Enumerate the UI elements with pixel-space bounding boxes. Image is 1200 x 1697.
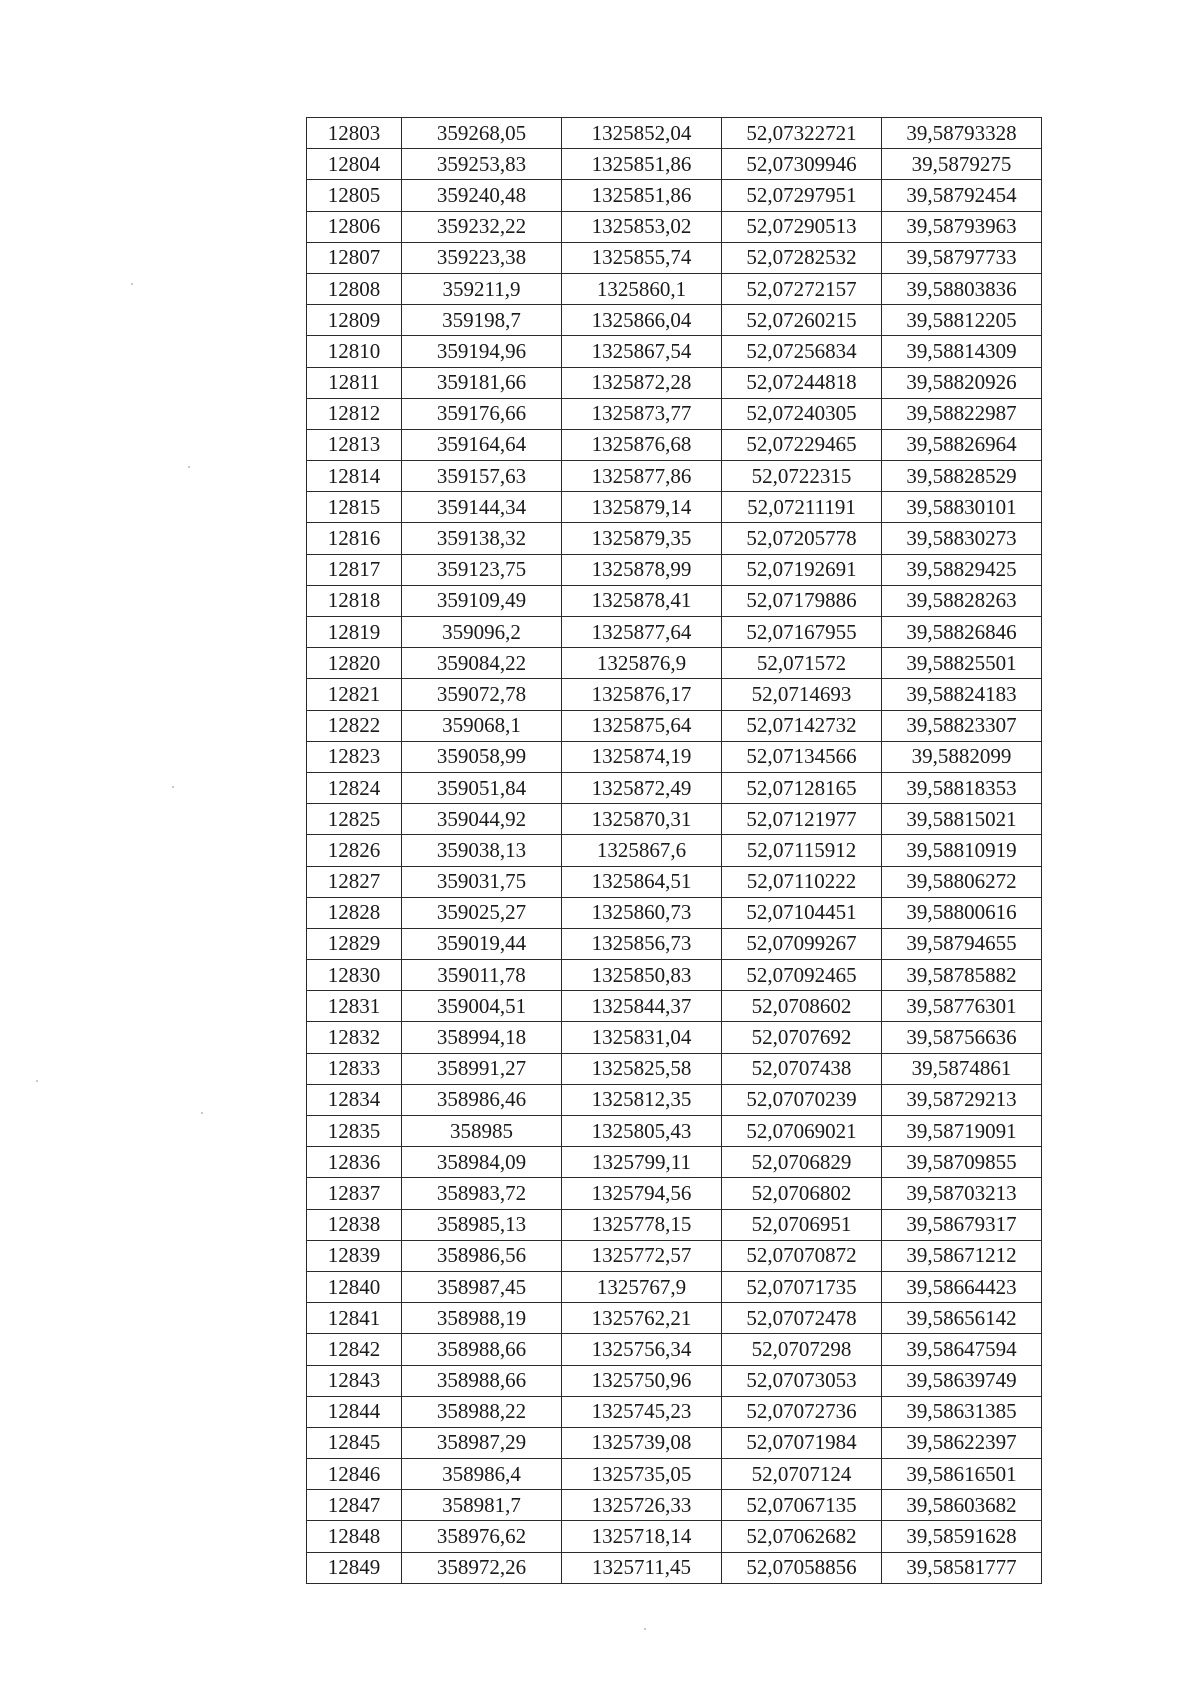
point-number-cell: 12843 bbox=[307, 1365, 402, 1396]
latitude-cell: 52,07240305 bbox=[722, 398, 882, 429]
latitude-cell: 52,07229465 bbox=[722, 429, 882, 460]
point-number-cell: 12803 bbox=[307, 118, 402, 149]
table-row bbox=[307, 928, 1042, 959]
table-row bbox=[307, 429, 1042, 460]
point-number-cell: 12842 bbox=[307, 1334, 402, 1365]
point-number-cell: 12840 bbox=[307, 1271, 402, 1302]
y-coordinate-cell: 1325778,15 bbox=[562, 1209, 722, 1240]
y-coordinate-cell: 1325772,57 bbox=[562, 1240, 722, 1271]
coordinates-table bbox=[306, 117, 1042, 1584]
x-coordinate-cell: 359044,92 bbox=[402, 804, 562, 835]
point-number-cell: 12826 bbox=[307, 835, 402, 866]
latitude-cell: 52,07071984 bbox=[722, 1427, 882, 1458]
table-row bbox=[307, 367, 1042, 398]
latitude-cell: 52,07062682 bbox=[722, 1521, 882, 1552]
point-number-cell: 12832 bbox=[307, 1022, 402, 1053]
table-row bbox=[307, 1271, 1042, 1302]
latitude-cell: 52,07104451 bbox=[722, 897, 882, 928]
latitude-cell: 52,07134566 bbox=[722, 741, 882, 772]
point-number-cell: 12849 bbox=[307, 1552, 402, 1583]
latitude-cell: 52,07128165 bbox=[722, 772, 882, 803]
table-row bbox=[307, 305, 1042, 336]
table-row bbox=[307, 273, 1042, 304]
y-coordinate-cell: 1325860,1 bbox=[562, 273, 722, 304]
y-coordinate-cell: 1325850,83 bbox=[562, 960, 722, 991]
latitude-cell: 52,0708602 bbox=[722, 991, 882, 1022]
longitude-cell: 39,58828529 bbox=[882, 461, 1042, 492]
x-coordinate-cell: 359072,78 bbox=[402, 679, 562, 710]
x-coordinate-cell: 358988,66 bbox=[402, 1365, 562, 1396]
x-coordinate-cell: 358987,29 bbox=[402, 1427, 562, 1458]
point-number-cell: 12821 bbox=[307, 679, 402, 710]
point-number-cell: 12822 bbox=[307, 710, 402, 741]
table-row bbox=[307, 1334, 1042, 1365]
y-coordinate-cell: 1325726,33 bbox=[562, 1490, 722, 1521]
x-coordinate-cell: 359144,34 bbox=[402, 492, 562, 523]
x-coordinate-cell: 358972,26 bbox=[402, 1552, 562, 1583]
y-coordinate-cell: 1325718,14 bbox=[562, 1521, 722, 1552]
x-coordinate-cell: 359123,75 bbox=[402, 554, 562, 585]
x-coordinate-cell: 359019,44 bbox=[402, 928, 562, 959]
latitude-cell: 52,07282532 bbox=[722, 242, 882, 273]
x-coordinate-cell: 358985 bbox=[402, 1116, 562, 1147]
x-coordinate-cell: 359240,48 bbox=[402, 180, 562, 211]
y-coordinate-cell: 1325867,6 bbox=[562, 835, 722, 866]
x-coordinate-cell: 359058,99 bbox=[402, 741, 562, 772]
table-row bbox=[307, 336, 1042, 367]
latitude-cell: 52,0707124 bbox=[722, 1459, 882, 1490]
table-row bbox=[307, 648, 1042, 679]
longitude-cell: 39,58829425 bbox=[882, 554, 1042, 585]
point-number-cell: 12828 bbox=[307, 897, 402, 928]
x-coordinate-cell: 359223,38 bbox=[402, 242, 562, 273]
latitude-cell: 52,0707438 bbox=[722, 1053, 882, 1084]
point-number-cell: 12848 bbox=[307, 1521, 402, 1552]
y-coordinate-cell: 1325855,74 bbox=[562, 242, 722, 273]
y-coordinate-cell: 1325864,51 bbox=[562, 866, 722, 897]
y-coordinate-cell: 1325831,04 bbox=[562, 1022, 722, 1053]
point-number-cell: 12845 bbox=[307, 1427, 402, 1458]
latitude-cell: 52,07142732 bbox=[722, 710, 882, 741]
latitude-cell: 52,0707298 bbox=[722, 1334, 882, 1365]
longitude-cell: 39,58679317 bbox=[882, 1209, 1042, 1240]
x-coordinate-cell: 359211,9 bbox=[402, 273, 562, 304]
y-coordinate-cell: 1325866,04 bbox=[562, 305, 722, 336]
point-number-cell: 12837 bbox=[307, 1178, 402, 1209]
point-number-cell: 12839 bbox=[307, 1240, 402, 1271]
y-coordinate-cell: 1325878,41 bbox=[562, 585, 722, 616]
latitude-cell: 52,07272157 bbox=[722, 273, 882, 304]
y-coordinate-cell: 1325876,68 bbox=[562, 429, 722, 460]
table-row bbox=[307, 1147, 1042, 1178]
x-coordinate-cell: 358983,72 bbox=[402, 1178, 562, 1209]
x-coordinate-cell: 359194,96 bbox=[402, 336, 562, 367]
latitude-cell: 52,07256834 bbox=[722, 336, 882, 367]
longitude-cell: 39,58793963 bbox=[882, 211, 1042, 242]
latitude-cell: 52,07290513 bbox=[722, 211, 882, 242]
x-coordinate-cell: 359181,66 bbox=[402, 367, 562, 398]
table-row bbox=[307, 585, 1042, 616]
longitude-cell: 39,58719091 bbox=[882, 1116, 1042, 1147]
table-row bbox=[307, 461, 1042, 492]
x-coordinate-cell: 359164,64 bbox=[402, 429, 562, 460]
latitude-cell: 52,07322721 bbox=[722, 118, 882, 149]
table-row bbox=[307, 741, 1042, 772]
table-row bbox=[307, 866, 1042, 897]
table-row bbox=[307, 897, 1042, 928]
y-coordinate-cell: 1325825,58 bbox=[562, 1053, 722, 1084]
latitude-cell: 52,07205778 bbox=[722, 523, 882, 554]
longitude-cell: 39,58820926 bbox=[882, 367, 1042, 398]
x-coordinate-cell: 358986,4 bbox=[402, 1459, 562, 1490]
document-page bbox=[306, 117, 1041, 1584]
y-coordinate-cell: 1325879,35 bbox=[562, 523, 722, 554]
longitude-cell: 39,58803836 bbox=[882, 273, 1042, 304]
longitude-cell: 39,58825501 bbox=[882, 648, 1042, 679]
point-number-cell: 12805 bbox=[307, 180, 402, 211]
latitude-cell: 52,07110222 bbox=[722, 866, 882, 897]
latitude-cell: 52,071572 bbox=[722, 648, 882, 679]
point-number-cell: 12820 bbox=[307, 648, 402, 679]
y-coordinate-cell: 1325851,86 bbox=[562, 180, 722, 211]
y-coordinate-cell: 1325872,49 bbox=[562, 772, 722, 803]
longitude-cell: 39,58815021 bbox=[882, 804, 1042, 835]
table-row bbox=[307, 835, 1042, 866]
longitude-cell: 39,58826846 bbox=[882, 617, 1042, 648]
y-coordinate-cell: 1325876,9 bbox=[562, 648, 722, 679]
x-coordinate-cell: 358985,13 bbox=[402, 1209, 562, 1240]
y-coordinate-cell: 1325750,96 bbox=[562, 1365, 722, 1396]
longitude-cell: 39,58709855 bbox=[882, 1147, 1042, 1178]
x-coordinate-cell: 359157,63 bbox=[402, 461, 562, 492]
table-row bbox=[307, 1303, 1042, 1334]
longitude-cell: 39,58794655 bbox=[882, 928, 1042, 959]
y-coordinate-cell: 1325812,35 bbox=[562, 1084, 722, 1115]
table-row bbox=[307, 804, 1042, 835]
latitude-cell: 52,07070872 bbox=[722, 1240, 882, 1271]
y-coordinate-cell: 1325878,99 bbox=[562, 554, 722, 585]
table-row bbox=[307, 991, 1042, 1022]
longitude-cell: 39,58824183 bbox=[882, 679, 1042, 710]
latitude-cell: 52,07067135 bbox=[722, 1490, 882, 1521]
longitude-cell: 39,58822987 bbox=[882, 398, 1042, 429]
longitude-cell: 39,5874861 bbox=[882, 1053, 1042, 1084]
longitude-cell: 39,58622397 bbox=[882, 1427, 1042, 1458]
point-number-cell: 12833 bbox=[307, 1053, 402, 1084]
latitude-cell: 52,07070239 bbox=[722, 1084, 882, 1115]
point-number-cell: 12804 bbox=[307, 149, 402, 180]
x-coordinate-cell: 358976,62 bbox=[402, 1521, 562, 1552]
table-row bbox=[307, 1084, 1042, 1115]
longitude-cell: 39,58729213 bbox=[882, 1084, 1042, 1115]
table-row bbox=[307, 1490, 1042, 1521]
latitude-cell: 52,07069021 bbox=[722, 1116, 882, 1147]
longitude-cell: 39,58639749 bbox=[882, 1365, 1042, 1396]
y-coordinate-cell: 1325851,86 bbox=[562, 149, 722, 180]
longitude-cell: 39,58785882 bbox=[882, 960, 1042, 991]
y-coordinate-cell: 1325852,04 bbox=[562, 118, 722, 149]
x-coordinate-cell: 358988,66 bbox=[402, 1334, 562, 1365]
x-coordinate-cell: 358987,45 bbox=[402, 1271, 562, 1302]
x-coordinate-cell: 359084,22 bbox=[402, 648, 562, 679]
latitude-cell: 52,07211191 bbox=[722, 492, 882, 523]
table-row bbox=[307, 1053, 1042, 1084]
x-coordinate-cell: 359232,22 bbox=[402, 211, 562, 242]
y-coordinate-cell: 1325877,64 bbox=[562, 617, 722, 648]
longitude-cell: 39,58828263 bbox=[882, 585, 1042, 616]
point-number-cell: 12831 bbox=[307, 991, 402, 1022]
point-number-cell: 12846 bbox=[307, 1459, 402, 1490]
y-coordinate-cell: 1325867,54 bbox=[562, 336, 722, 367]
latitude-cell: 52,07072478 bbox=[722, 1303, 882, 1334]
latitude-cell: 52,0706802 bbox=[722, 1178, 882, 1209]
table-row bbox=[307, 242, 1042, 273]
latitude-cell: 52,07309946 bbox=[722, 149, 882, 180]
latitude-cell: 52,07179886 bbox=[722, 585, 882, 616]
longitude-cell: 39,58647594 bbox=[882, 1334, 1042, 1365]
latitude-cell: 52,07071735 bbox=[722, 1271, 882, 1302]
longitude-cell: 39,58830101 bbox=[882, 492, 1042, 523]
table-row bbox=[307, 617, 1042, 648]
point-number-cell: 12819 bbox=[307, 617, 402, 648]
table-row bbox=[307, 1552, 1042, 1583]
x-coordinate-cell: 359096,2 bbox=[402, 617, 562, 648]
latitude-cell: 52,07260215 bbox=[722, 305, 882, 336]
latitude-cell: 52,0706951 bbox=[722, 1209, 882, 1240]
table-row bbox=[307, 523, 1042, 554]
longitude-cell: 39,58793328 bbox=[882, 118, 1042, 149]
y-coordinate-cell: 1325870,31 bbox=[562, 804, 722, 835]
x-coordinate-cell: 359068,1 bbox=[402, 710, 562, 741]
longitude-cell: 39,58823307 bbox=[882, 710, 1042, 741]
x-coordinate-cell: 358988,22 bbox=[402, 1396, 562, 1427]
latitude-cell: 52,07092465 bbox=[722, 960, 882, 991]
latitude-cell: 52,07058856 bbox=[722, 1552, 882, 1583]
point-number-cell: 12810 bbox=[307, 336, 402, 367]
longitude-cell: 39,58800616 bbox=[882, 897, 1042, 928]
latitude-cell: 52,07192691 bbox=[722, 554, 882, 585]
x-coordinate-cell: 358994,18 bbox=[402, 1022, 562, 1053]
latitude-cell: 52,0722315 bbox=[722, 461, 882, 492]
point-number-cell: 12824 bbox=[307, 772, 402, 803]
y-coordinate-cell: 1325860,73 bbox=[562, 897, 722, 928]
longitude-cell: 39,58581777 bbox=[882, 1552, 1042, 1583]
x-coordinate-cell: 358991,27 bbox=[402, 1053, 562, 1084]
table-row bbox=[307, 1178, 1042, 1209]
y-coordinate-cell: 1325739,08 bbox=[562, 1427, 722, 1458]
table-row bbox=[307, 1209, 1042, 1240]
point-number-cell: 12816 bbox=[307, 523, 402, 554]
x-coordinate-cell: 358988,19 bbox=[402, 1303, 562, 1334]
table-row bbox=[307, 492, 1042, 523]
longitude-cell: 39,58603682 bbox=[882, 1490, 1042, 1521]
table-row bbox=[307, 1022, 1042, 1053]
longitude-cell: 39,58814309 bbox=[882, 336, 1042, 367]
x-coordinate-cell: 358981,7 bbox=[402, 1490, 562, 1521]
table-row bbox=[307, 211, 1042, 242]
table-row bbox=[307, 554, 1042, 585]
longitude-cell: 39,58792454 bbox=[882, 180, 1042, 211]
x-coordinate-cell: 359051,84 bbox=[402, 772, 562, 803]
table-row bbox=[307, 710, 1042, 741]
table-row bbox=[307, 1240, 1042, 1271]
table-row bbox=[307, 1427, 1042, 1458]
table-row bbox=[307, 1396, 1042, 1427]
latitude-cell: 52,07167955 bbox=[722, 617, 882, 648]
longitude-cell: 39,5879275 bbox=[882, 149, 1042, 180]
point-number-cell: 12812 bbox=[307, 398, 402, 429]
point-number-cell: 12815 bbox=[307, 492, 402, 523]
point-number-cell: 12818 bbox=[307, 585, 402, 616]
table-row bbox=[307, 1116, 1042, 1147]
longitude-cell: 39,58797733 bbox=[882, 242, 1042, 273]
x-coordinate-cell: 359138,32 bbox=[402, 523, 562, 554]
y-coordinate-cell: 1325879,14 bbox=[562, 492, 722, 523]
point-number-cell: 12817 bbox=[307, 554, 402, 585]
latitude-cell: 52,07099267 bbox=[722, 928, 882, 959]
point-number-cell: 12838 bbox=[307, 1209, 402, 1240]
latitude-cell: 52,07115912 bbox=[722, 835, 882, 866]
y-coordinate-cell: 1325853,02 bbox=[562, 211, 722, 242]
y-coordinate-cell: 1325767,9 bbox=[562, 1271, 722, 1302]
latitude-cell: 52,07073053 bbox=[722, 1365, 882, 1396]
y-coordinate-cell: 1325745,23 bbox=[562, 1396, 722, 1427]
table-row bbox=[307, 180, 1042, 211]
y-coordinate-cell: 1325711,45 bbox=[562, 1552, 722, 1583]
y-coordinate-cell: 1325856,73 bbox=[562, 928, 722, 959]
x-coordinate-cell: 359038,13 bbox=[402, 835, 562, 866]
longitude-cell: 39,58671212 bbox=[882, 1240, 1042, 1271]
y-coordinate-cell: 1325794,56 bbox=[562, 1178, 722, 1209]
y-coordinate-cell: 1325875,64 bbox=[562, 710, 722, 741]
x-coordinate-cell: 359031,75 bbox=[402, 866, 562, 897]
latitude-cell: 52,07297951 bbox=[722, 180, 882, 211]
y-coordinate-cell: 1325877,86 bbox=[562, 461, 722, 492]
longitude-cell: 39,58818353 bbox=[882, 772, 1042, 803]
longitude-cell: 39,58826964 bbox=[882, 429, 1042, 460]
y-coordinate-cell: 1325873,77 bbox=[562, 398, 722, 429]
longitude-cell: 39,58664423 bbox=[882, 1271, 1042, 1302]
latitude-cell: 52,0707692 bbox=[722, 1022, 882, 1053]
longitude-cell: 39,58806272 bbox=[882, 866, 1042, 897]
point-number-cell: 12825 bbox=[307, 804, 402, 835]
y-coordinate-cell: 1325874,19 bbox=[562, 741, 722, 772]
latitude-cell: 52,0706829 bbox=[722, 1147, 882, 1178]
table-row bbox=[307, 960, 1042, 991]
longitude-cell: 39,58656142 bbox=[882, 1303, 1042, 1334]
x-coordinate-cell: 359004,51 bbox=[402, 991, 562, 1022]
y-coordinate-cell: 1325805,43 bbox=[562, 1116, 722, 1147]
longitude-cell: 39,58810919 bbox=[882, 835, 1042, 866]
y-coordinate-cell: 1325876,17 bbox=[562, 679, 722, 710]
x-coordinate-cell: 359176,66 bbox=[402, 398, 562, 429]
x-coordinate-cell: 359025,27 bbox=[402, 897, 562, 928]
longitude-cell: 39,58631385 bbox=[882, 1396, 1042, 1427]
point-number-cell: 12809 bbox=[307, 305, 402, 336]
point-number-cell: 12813 bbox=[307, 429, 402, 460]
point-number-cell: 12835 bbox=[307, 1116, 402, 1147]
point-number-cell: 12808 bbox=[307, 273, 402, 304]
x-coordinate-cell: 359198,7 bbox=[402, 305, 562, 336]
point-number-cell: 12806 bbox=[307, 211, 402, 242]
point-number-cell: 12844 bbox=[307, 1396, 402, 1427]
longitude-cell: 39,58616501 bbox=[882, 1459, 1042, 1490]
latitude-cell: 52,07121977 bbox=[722, 804, 882, 835]
point-number-cell: 12823 bbox=[307, 741, 402, 772]
point-number-cell: 12847 bbox=[307, 1490, 402, 1521]
point-number-cell: 12814 bbox=[307, 461, 402, 492]
longitude-cell: 39,58812205 bbox=[882, 305, 1042, 336]
longitude-cell: 39,58591628 bbox=[882, 1521, 1042, 1552]
y-coordinate-cell: 1325762,21 bbox=[562, 1303, 722, 1334]
point-number-cell: 12834 bbox=[307, 1084, 402, 1115]
x-coordinate-cell: 358986,46 bbox=[402, 1084, 562, 1115]
y-coordinate-cell: 1325756,34 bbox=[562, 1334, 722, 1365]
point-number-cell: 12836 bbox=[307, 1147, 402, 1178]
y-coordinate-cell: 1325735,05 bbox=[562, 1459, 722, 1490]
latitude-cell: 52,07072736 bbox=[722, 1396, 882, 1427]
y-coordinate-cell: 1325799,11 bbox=[562, 1147, 722, 1178]
longitude-cell: 39,58703213 bbox=[882, 1178, 1042, 1209]
point-number-cell: 12811 bbox=[307, 367, 402, 398]
x-coordinate-cell: 359011,78 bbox=[402, 960, 562, 991]
x-coordinate-cell: 358986,56 bbox=[402, 1240, 562, 1271]
table-row bbox=[307, 1459, 1042, 1490]
latitude-cell: 52,0714693 bbox=[722, 679, 882, 710]
x-coordinate-cell: 359109,49 bbox=[402, 585, 562, 616]
x-coordinate-cell: 359268,05 bbox=[402, 118, 562, 149]
y-coordinate-cell: 1325872,28 bbox=[562, 367, 722, 398]
point-number-cell: 12827 bbox=[307, 866, 402, 897]
point-number-cell: 12841 bbox=[307, 1303, 402, 1334]
longitude-cell: 39,58756636 bbox=[882, 1022, 1042, 1053]
point-number-cell: 12807 bbox=[307, 242, 402, 273]
table-row bbox=[307, 398, 1042, 429]
coordinates-table-body bbox=[307, 118, 1042, 1584]
table-row bbox=[307, 1365, 1042, 1396]
x-coordinate-cell: 358984,09 bbox=[402, 1147, 562, 1178]
y-coordinate-cell: 1325844,37 bbox=[562, 991, 722, 1022]
table-row bbox=[307, 772, 1042, 803]
longitude-cell: 39,5882099 bbox=[882, 741, 1042, 772]
longitude-cell: 39,58776301 bbox=[882, 991, 1042, 1022]
table-row bbox=[307, 118, 1042, 149]
point-number-cell: 12830 bbox=[307, 960, 402, 991]
table-row bbox=[307, 679, 1042, 710]
table-row bbox=[307, 1521, 1042, 1552]
latitude-cell: 52,07244818 bbox=[722, 367, 882, 398]
table-row bbox=[307, 149, 1042, 180]
x-coordinate-cell: 359253,83 bbox=[402, 149, 562, 180]
longitude-cell: 39,58830273 bbox=[882, 523, 1042, 554]
point-number-cell: 12829 bbox=[307, 928, 402, 959]
